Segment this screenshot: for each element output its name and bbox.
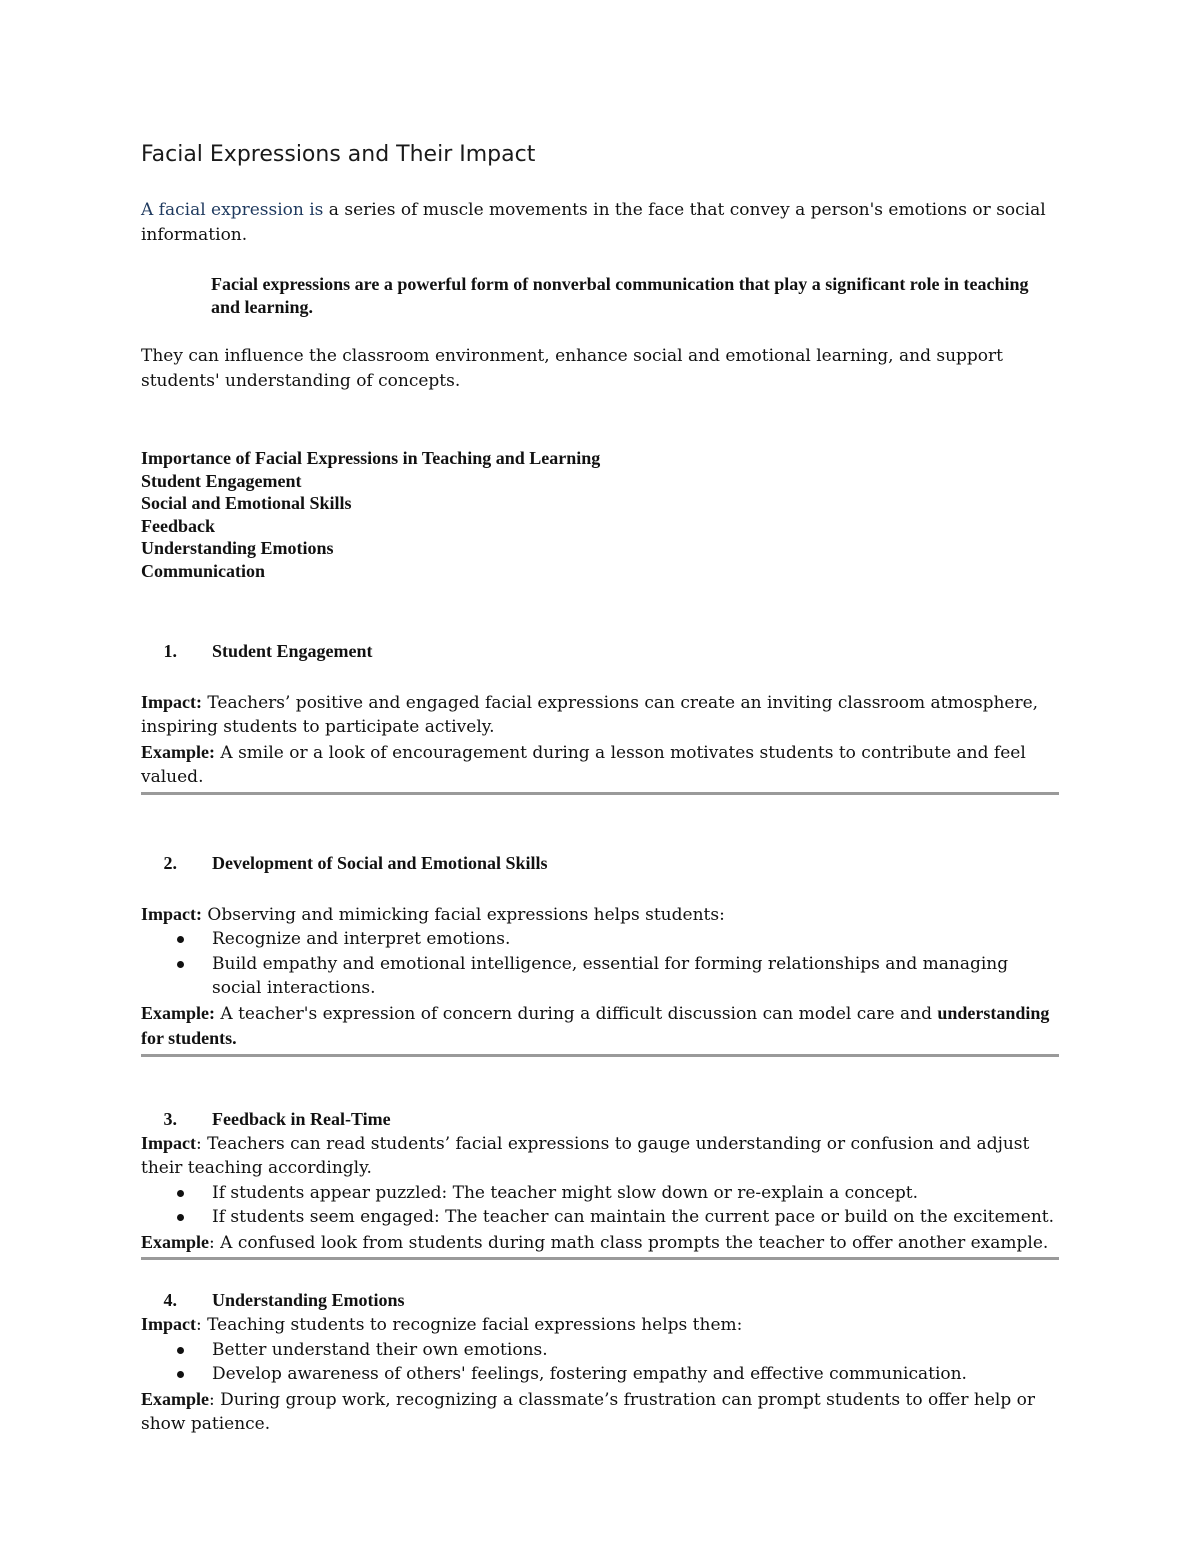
topic-list-item: Social and Emotional Skills xyxy=(141,493,352,514)
impact-text: : Teaching students to recognize facial expressions helps them: xyxy=(196,1315,743,1336)
list-item: Build empathy and emotional intelligence, essential for forming relationships and managing social interactions. xyxy=(141,952,1059,1001)
bullet-list xyxy=(141,1338,1059,1387)
example-text: A teacher's expression of concern during a difficult discussion can model care and xyxy=(215,1003,938,1024)
example-text: : During group work, recognizing a classmate’s frustration can prompt students to offer help or show patience. xyxy=(141,1389,1035,1435)
section-number: 1. xyxy=(163,640,177,661)
impact-text: : Teachers can read students’ facial expressions to gauge understanding or confusion and adjust their teaching accordingly. xyxy=(141,1133,1030,1179)
section-title: Understanding Emotions xyxy=(212,1290,405,1311)
section-divider xyxy=(141,792,1059,795)
impact-label: Impact xyxy=(141,1314,196,1335)
example-label: Example xyxy=(141,1231,210,1252)
impact-text: Observing and mimicking facial expressions helps students: xyxy=(202,904,725,925)
topic-list-item: Student Engagement xyxy=(141,470,302,491)
section-heading xyxy=(141,639,1059,663)
list-item: Develop awareness of others' feelings, fostering empathy and effective communication. xyxy=(141,1362,1059,1387)
callout-statement: Facial expressions are a powerful form of nonverbal communication that play a significant role in teaching and learning. xyxy=(211,274,1029,317)
influence-paragraph: They can influence the classroom environment, enhance social and emotional learning, and support students' understanding of concepts. xyxy=(141,346,1003,391)
impact-label: Impact: xyxy=(141,691,202,712)
example-text: A smile or a look of encouragement during a lesson motivates students to contribute and feel valued. xyxy=(141,742,1026,788)
topic-list-item: Feedback xyxy=(141,515,215,536)
list-item: Better understand their own emotions. xyxy=(141,1338,1059,1363)
bullet-list xyxy=(141,1181,1059,1230)
definition-lead: A facial expression is xyxy=(141,200,324,220)
section-heading xyxy=(141,851,1059,875)
topic-list xyxy=(141,447,1059,583)
topic-list-item: Understanding Emotions xyxy=(141,538,334,559)
section-title: Feedback in Real-Time xyxy=(212,1108,391,1129)
example-paragraph xyxy=(141,1001,1059,1052)
bullet-list xyxy=(141,927,1059,1001)
section-number: 2. xyxy=(163,852,177,873)
definition-paragraph xyxy=(141,198,1059,247)
impact-label: Impact xyxy=(141,1132,196,1153)
impact-text: Teachers’ positive and engaged facial expressions can create an inviting classroom atmosphere, inspiring students to participate actively. xyxy=(141,692,1039,738)
impact-label: Impact: xyxy=(141,903,202,924)
definition-text: a series of muscle movements in the face that convey a person's emotions or social information. xyxy=(141,200,1046,245)
section-social-emotional-skills xyxy=(141,851,1059,1057)
section-number: 4. xyxy=(163,1290,177,1311)
list-item: Recognize and interpret emotions. xyxy=(141,927,1059,952)
topic-list-item: Communication xyxy=(141,560,266,581)
section-understanding-emotions xyxy=(141,1288,1059,1437)
example-label: Example: xyxy=(141,741,215,762)
example-label: Example: xyxy=(141,1002,215,1023)
list-item: If students appear puzzled: The teacher might slow down or re-explain a concept. xyxy=(141,1181,1059,1206)
example-label: Example xyxy=(141,1388,210,1409)
section-title: Student Engagement xyxy=(212,640,373,661)
topic-list-item: Importance of Facial Expressions in Teaching and Learning xyxy=(141,448,601,468)
section-title: Development of Social and Emotional Skills xyxy=(212,852,548,873)
example-text: : A confused look from students during math class prompts the teacher to offer another example. xyxy=(209,1232,1049,1253)
document-body xyxy=(141,140,1059,1437)
impact-paragraph xyxy=(141,1131,1059,1181)
section-heading xyxy=(141,1107,1059,1131)
section-divider xyxy=(141,1257,1059,1260)
section-student-engagement xyxy=(141,639,1059,795)
list-item: If students seem engaged: The teacher can maintain the current pace or build on the excitement. xyxy=(141,1205,1059,1230)
example-paragraph xyxy=(141,1387,1059,1437)
section-feedback xyxy=(141,1107,1059,1261)
document-title: Facial Expressions and Their Impact xyxy=(141,142,536,167)
section-heading xyxy=(141,1288,1059,1312)
impact-paragraph xyxy=(141,1312,1059,1338)
impact-paragraph xyxy=(141,902,1059,928)
example-bold-tail: understanding for students. xyxy=(141,1002,1050,1049)
section-number: 3. xyxy=(163,1108,177,1129)
example-paragraph xyxy=(141,1230,1059,1256)
example-paragraph xyxy=(141,740,1059,790)
section-divider xyxy=(141,1054,1059,1057)
impact-paragraph xyxy=(141,690,1059,740)
